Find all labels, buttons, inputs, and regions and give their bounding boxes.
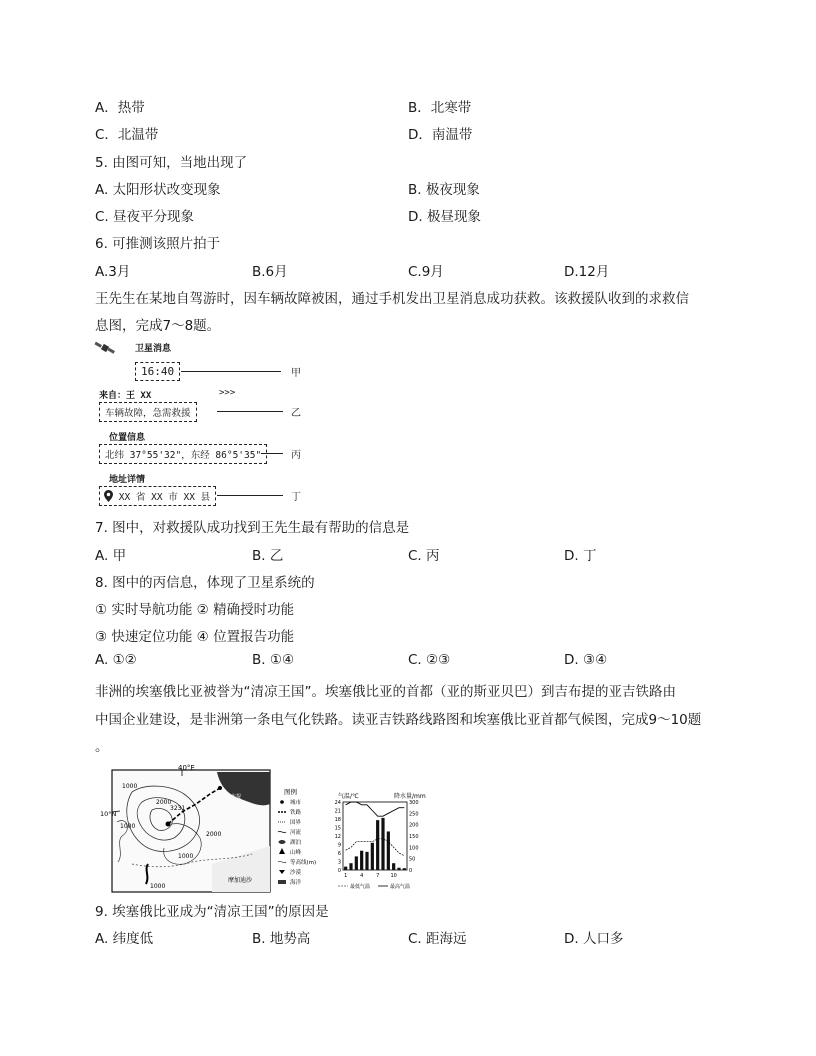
intro-9-10-line1: 非洲的埃塞俄比亚被誉为“清凉王国”。埃塞俄比亚的首都（亚的斯亚贝巴）到吉布提的亚吉铁路由: [95, 684, 676, 700]
q6-option-d: D.12月: [564, 264, 610, 280]
q5-option-c: C. 昼夜平分现象: [95, 209, 195, 225]
q6-option-c: C.9月: [408, 264, 444, 280]
contour-label: 2000: [156, 799, 172, 806]
max-temp-line: [346, 802, 405, 816]
q8-statements-1: ① 实时导航功能 ② 精确授时功能: [95, 602, 295, 618]
mogadishu-label: 摩加迪沙: [228, 877, 253, 884]
q8-option-c: C. ②③: [408, 652, 451, 668]
y-right-label: 降水量/mm: [394, 793, 426, 800]
peak-label: 3231: [170, 805, 186, 812]
left-tick-label: 15: [334, 825, 341, 832]
right-tick-label: 150: [409, 834, 419, 840]
q8-option-b: B. ①④: [252, 652, 295, 668]
right-tick-label: 300: [409, 800, 419, 806]
legend-item: 河流: [290, 830, 302, 836]
left-tick-label: 9: [337, 842, 341, 849]
q8-stem: 8. 图中的丙信息，体现了卫星系统的: [95, 575, 315, 591]
precip-bar: [403, 868, 406, 870]
intro-7-8-line2: 息图，完成7～8题。: [95, 318, 221, 334]
legend-item: 国界: [290, 820, 302, 826]
x-tick-label: 7: [376, 873, 380, 879]
y-left-label: 气温/℃: [338, 793, 359, 800]
min-temp-line: [346, 839, 405, 856]
precip-bar: [349, 863, 352, 870]
right-tick-label: 200: [409, 822, 419, 829]
legend-item: 湖泊: [290, 840, 302, 846]
contour-label: 1000: [150, 883, 166, 890]
precip-bar: [371, 843, 374, 870]
tag-yi: 乙: [291, 408, 301, 419]
leader-line-yi: [217, 411, 283, 412]
precip-bar: [355, 856, 358, 870]
legend-high: 最高气温: [390, 884, 411, 890]
map-legend: [278, 787, 316, 886]
left-tick-label: 6: [337, 851, 341, 857]
precip-bar: [387, 831, 390, 870]
address-box: [99, 486, 216, 506]
right-tick-labels: [409, 800, 419, 874]
leader-line-bing: [261, 453, 283, 454]
location-label: 位置信息: [109, 433, 146, 443]
contour-label: 2000: [206, 831, 222, 838]
x-tick-label: 10: [390, 873, 397, 879]
q7-option-d: D. 丁: [564, 548, 597, 564]
contour-label: 1000: [178, 853, 194, 860]
djibouti-marker: [218, 786, 222, 790]
precip-bar: [397, 868, 400, 870]
left-tick-label: 24: [334, 800, 341, 806]
q5-stem: 5. 由图可知，当地出现了: [95, 155, 248, 171]
left-tick-labels: [335, 800, 341, 874]
leader-line-jia: [181, 371, 281, 372]
contour-label: 1000: [122, 783, 138, 790]
q5-option-d: D. 极昼现象: [408, 209, 481, 225]
address-text: XX 省 XX 市 XX 县: [118, 492, 211, 503]
legend-low: 最低气温: [350, 884, 371, 890]
climate-chart: [335, 792, 426, 890]
left-tick-label: 18: [334, 817, 341, 823]
address-label: 地址详情: [109, 475, 146, 485]
djibouti-label: 吉布提: [226, 794, 242, 800]
temp-lines: [346, 802, 405, 856]
q9-stem: 9. 埃塞俄比亚成为“清凉王国”的原因是: [95, 904, 329, 920]
q6-stem: 6. 可推测该照片拍于: [95, 236, 221, 252]
precip-bar: [376, 820, 379, 870]
precip-bar: [392, 863, 395, 870]
q4-option-c: C．北温带: [95, 127, 159, 143]
q9-option-c: C. 距海远: [408, 931, 467, 947]
lon-label: 40°E: [178, 764, 195, 772]
ethiopia-figure-svg: [100, 764, 430, 894]
satellite-message-header: 卫星消息: [135, 344, 172, 354]
rescue-info-figure: [95, 340, 315, 510]
q8-statements-2: ③ 快速定位功能 ④ 位置报告功能: [95, 629, 295, 645]
x-tick-label: 1: [344, 873, 348, 879]
message-box: 车辆故障，急需救援: [99, 402, 197, 422]
tag-ding: 丁: [291, 492, 301, 503]
legend-item: 沙漠: [290, 870, 302, 876]
q6-option-b: B.6月: [252, 264, 288, 280]
q5-option-a: A. 太阳形状改变现象: [95, 182, 221, 198]
left-tick-label: 12: [334, 834, 341, 840]
q9-option-b: B. 地势高: [252, 931, 311, 947]
right-tick-label: 50: [409, 856, 416, 863]
tag-bing: 丙: [291, 450, 301, 461]
legend-item: 铁路: [290, 810, 302, 816]
left-tick-label: 0: [337, 868, 341, 874]
coords-box: 北纬 37°55'32"，东经 86°5'35": [99, 444, 267, 464]
tag-jia: 甲: [291, 368, 301, 379]
q8-option-a: A. ①②: [95, 652, 137, 668]
q7-option-b: B. 乙: [252, 548, 284, 564]
precip-bar: [360, 851, 363, 870]
arrows-glyph: >>>: [219, 388, 236, 398]
precip-bar: [344, 867, 347, 870]
x-tick-labels: [344, 873, 397, 879]
chart-frame: [343, 802, 407, 870]
precip-bar: [381, 818, 384, 870]
leader-line-ding: [217, 495, 283, 496]
ethiopia-figure: [100, 764, 430, 894]
q6-option-a: A.3月: [95, 264, 131, 280]
q4-option-a: A．热带: [95, 100, 145, 116]
q7-option-c: C. 丙: [408, 548, 440, 564]
legend-item: 等高线(m): [290, 860, 317, 866]
lat-label: 10°N: [100, 810, 117, 818]
precip-bars: [344, 818, 406, 870]
legend-item: 城市: [290, 800, 302, 806]
left-tick-label: 21: [334, 808, 341, 815]
satellite-icon: [95, 340, 117, 356]
q9-option-d: D. 人口多: [564, 931, 624, 947]
q9-option-a: A. 纬度低: [95, 931, 154, 947]
location-pin-icon: [104, 490, 113, 502]
intro-7-8-line1: 王先生在某地自驾游时，因车辆故障被困，通过手机发出卫星消息成功获救。该救援队收到的求救信: [95, 291, 689, 307]
q7-stem: 7. 图中，对救援队成功找到王先生最有帮助的信息是: [95, 520, 410, 536]
right-tick-label: 100: [409, 845, 419, 852]
q8-option-d: D. ③④: [564, 652, 608, 668]
x-tick-label: 4: [360, 873, 364, 879]
intro-9-10-line2: 中国企业建设，是非洲第一条电气化铁路。读亚吉铁路线路图和埃塞俄比亚首都气候图，完成9～10题: [95, 712, 702, 728]
precip-bar: [365, 852, 368, 870]
legend-item: 山峰: [290, 850, 302, 856]
right-tick-label: 250: [409, 811, 419, 818]
q4-option-b: B．北寒带: [408, 100, 472, 116]
intro-9-10-line3: 。: [95, 739, 109, 755]
legend-title: 图例: [284, 788, 297, 796]
right-tick-label: 0: [409, 868, 413, 874]
legend-item: 海洋: [290, 880, 302, 886]
q5-option-b: B. 极夜现象: [408, 182, 480, 198]
q4-option-d: D．南温带: [408, 127, 473, 143]
from-label: 来自：王 XX: [99, 391, 152, 401]
time-box: 16:40: [135, 362, 180, 381]
left-tick-label: 3: [337, 859, 341, 866]
capital-marker: [166, 822, 171, 827]
contour-label: 1000: [120, 823, 136, 830]
q7-option-a: A. 甲: [95, 548, 127, 564]
